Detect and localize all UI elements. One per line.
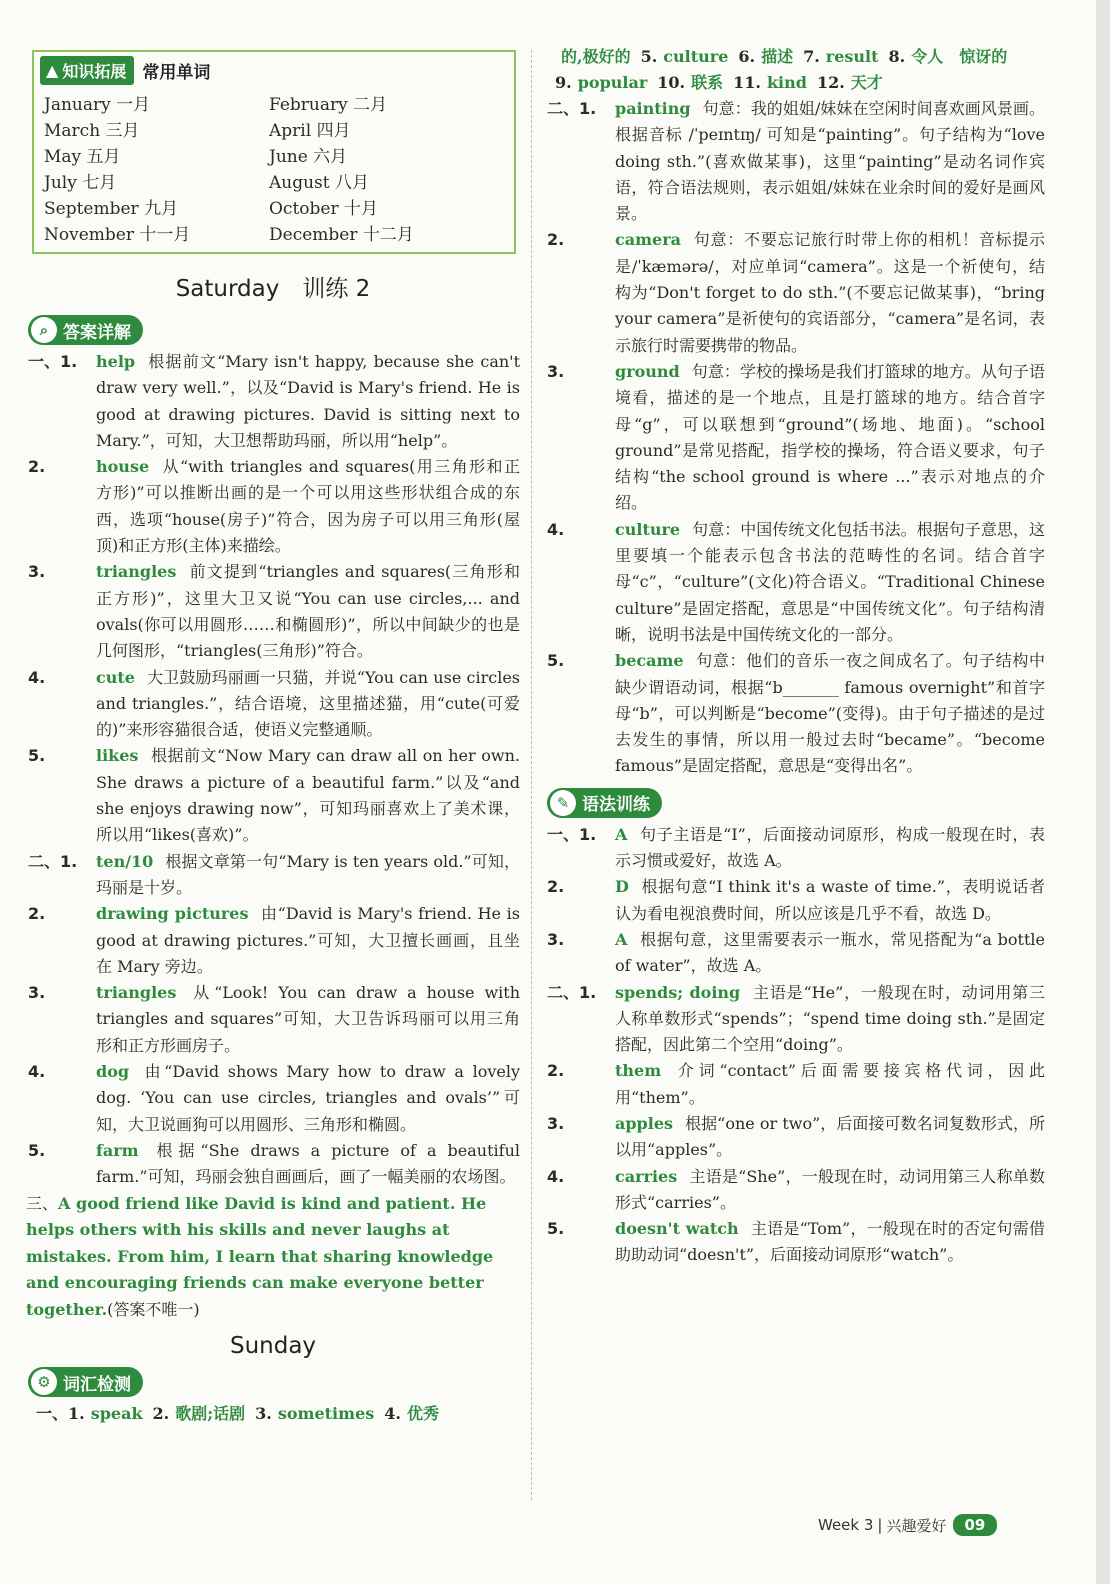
item-explanation: 根据句意“I think it's a waste of time.”，表明说话者认为看电视浪费时间，所以应该是几乎不看，故选 D。 bbox=[615, 877, 1045, 923]
sunday-title: Sunday bbox=[229, 1333, 317, 1359]
item-explanation: 句意：他们的音乐一夜之间成名了。句子结构中缺少谓语动词，根据“b_______ famous overnight”和首字母“b”，可以判断是“become”(变得)。由于句子描述的是过去发生的事情，所以用一般过去时“became”。“become famous”是固定搭配，意思是“变得出名”。 bbox=[615, 651, 1045, 776]
topic-label: 兴趣爱好 bbox=[886, 1516, 947, 1535]
vocab-answer: 优秀 bbox=[406, 1404, 439, 1423]
vocab-number: 11. bbox=[733, 73, 761, 92]
answer-item bbox=[26, 1059, 520, 1138]
item-explanation: 句子主语是“I”，后面接动词原形，构成一般现在时，表示习惯或爱好，故选 A。 bbox=[615, 824, 1045, 871]
item-answer: spends; doing bbox=[615, 982, 741, 1002]
item-number: 4. bbox=[547, 519, 565, 539]
month-entry: November 十一月 bbox=[44, 225, 191, 245]
saturday-title: Saturday 训练 2 bbox=[175, 276, 371, 302]
answer-item bbox=[545, 1058, 1045, 1111]
item-answer: became bbox=[615, 651, 684, 671]
item-number: 4. bbox=[547, 1166, 565, 1186]
vocab-number: 7. bbox=[803, 47, 820, 66]
vocab-answer: result bbox=[825, 47, 879, 66]
sunday-answers bbox=[545, 96, 1045, 780]
common-words-box bbox=[32, 50, 516, 254]
vocab-answers-line bbox=[26, 1401, 520, 1427]
part3-answer: 三、A good friend like David is kind and patient. He helps others with his skills and never laughs at mistakes. From him, I learn that sharing knowledge and encouraging friends can make everyone better together.(答案不唯一) bbox=[26, 1193, 494, 1319]
answer-item bbox=[26, 743, 520, 848]
item-answer: ground bbox=[615, 361, 680, 381]
leaf-icon: ✎ bbox=[550, 790, 576, 816]
item-explanation: 句意：我的姐姐/妹妹在空闲时间喜欢画风景画。根据音标 /ˈpeɪntɪŋ/ 可知是“painting”。句子结构为“love doing sth.”(喜欢做某事)，这里“painting”是动名词作宾语，符合语法规则，表示姐姐/妹妹在业余时间的爱好是画风景。 bbox=[615, 99, 1045, 224]
item-answer: apples bbox=[615, 1113, 674, 1133]
item-number: 5. bbox=[547, 651, 565, 671]
item-explanation: 根据句意，这里需要表示一瓶水，常见搭配为“a bottle of water”，故选 A。 bbox=[615, 929, 1045, 976]
item-explanation: 介词“contact”后面需要接宾格代词，因此用“them”。 bbox=[615, 1061, 1045, 1107]
item-explanation: 主语是“She”，一般现在时，动词用第三人称单数形式“carries”。 bbox=[615, 1166, 1045, 1212]
item-number: 3. bbox=[28, 983, 46, 1003]
month-entry: January 一月 bbox=[44, 95, 151, 115]
item-answer: house bbox=[96, 457, 150, 477]
right-column bbox=[545, 44, 1045, 1269]
item-number: 二、1. bbox=[547, 982, 597, 1002]
month-entry: February 二月 bbox=[269, 95, 388, 115]
answer-detail-badge: ⌕ 答案详解 bbox=[28, 315, 143, 345]
answer-item bbox=[545, 1164, 1045, 1217]
item-explanation: 大卫鼓励玛丽画一只猫，并说“You can use circles and triangles.”，结合语境，这里描述猫，用“cute(可爱的)”来形容猫很合适，使语义完整通顺。 bbox=[96, 667, 520, 740]
vocab-number: 4. bbox=[384, 1404, 401, 1423]
item-number: 3. bbox=[547, 1113, 565, 1133]
item-explanation: 句意：学校的操场是我们打篮球的地方。从句子语境看，描述的是一个地点，且是打篮球的地方。结合首字母“g”，可以联想到“ground”(场地、地面)。“school ground”是常见搭配，指学校的操场，符合语义要求，句子结构“the school ground is where ...”表示对地点的介绍。 bbox=[615, 361, 1045, 513]
item-number: 4. bbox=[28, 667, 46, 687]
vocab-number: 12. bbox=[816, 73, 845, 92]
vocab-answer: kind bbox=[766, 73, 807, 92]
item-answer: A bbox=[615, 929, 628, 949]
vocab-answer: popular bbox=[577, 73, 648, 92]
vocab-number: 3. bbox=[255, 1404, 272, 1423]
months-grid bbox=[44, 90, 494, 245]
item-answer: triangles bbox=[96, 562, 177, 582]
item-number: 3. bbox=[28, 562, 46, 582]
item-number: 2. bbox=[547, 230, 565, 250]
item-explanation: 由“David shows Mary how to draw a lovely dog. ‘You can use circles, triangles and ovals’”可知，大卫说画狗可以用圆形、三角形和椭圆。 bbox=[96, 1062, 520, 1134]
answer-item bbox=[545, 227, 1045, 358]
item-number: 一、1. bbox=[547, 824, 597, 844]
vocab-number: 10. bbox=[657, 73, 686, 92]
week-label: Week 3 bbox=[818, 1516, 874, 1534]
vocab-number: 8. bbox=[888, 47, 906, 66]
item-number: 2. bbox=[547, 877, 565, 897]
item-answer: them bbox=[615, 1061, 662, 1081]
item-number: 一、1. bbox=[28, 352, 78, 371]
search-icon: ⌕ bbox=[31, 317, 57, 343]
item-answer: likes bbox=[96, 746, 139, 766]
item-answer: D bbox=[615, 877, 629, 897]
vocab-answer: 惊讶的 bbox=[959, 47, 1008, 66]
column-divider bbox=[531, 50, 532, 1500]
item-number: 5. bbox=[28, 1140, 46, 1160]
item-explanation: 根据“one or two”，后面接可数名词复数形式，所以用“apples”。 bbox=[615, 1113, 1045, 1160]
answer-item bbox=[545, 874, 1045, 927]
vocab-number: 5. bbox=[640, 47, 658, 66]
answer-item bbox=[545, 980, 1045, 1059]
item-explanation: 句意：中国传统文化包括书法。根据句子意思，这里要填一个能表示包含书法的范畴性的名词。结合首字母“c”，“culture”(文化)符合语义。“Traditional Chinese culture”是固定搭配，意思是“中国传统文化”。句子结构清晰，说明书法是中国传统文化的一部分。 bbox=[615, 519, 1045, 644]
item-explanation: 前文提到“triangles and squares(三角形和正方形)”，这里大卫又说“You can use circles,... and ovals(你可以用圆形……和椭圆形)”，所以中间缺少的也是几何图形，“triangles(三角形)”符合。 bbox=[96, 562, 520, 661]
left-column bbox=[26, 44, 520, 1427]
answer-item bbox=[26, 349, 520, 454]
item-answer: ten/10 bbox=[96, 851, 154, 871]
answer-item bbox=[545, 1111, 1045, 1164]
item-explanation: 主语是“Tom”，一般现在时的否定句需借助助动词“doesn't”，后面接动词原形“watch”。 bbox=[615, 1219, 1045, 1265]
vocab-answer: sometimes bbox=[277, 1404, 375, 1423]
page-number: 09 bbox=[953, 1514, 998, 1536]
answer-item bbox=[545, 1216, 1045, 1269]
item-answer: culture bbox=[615, 519, 681, 539]
item-number: 5. bbox=[28, 746, 46, 766]
answer-item bbox=[26, 980, 520, 1059]
vocab-answer: 联系 bbox=[691, 73, 724, 92]
item-number: 二、1. bbox=[547, 99, 597, 118]
answer-item bbox=[26, 901, 520, 980]
page-edge bbox=[1096, 0, 1110, 1584]
item-explanation: 根据前文“Mary isn't happy, because she can't draw very well.”，以及“David is Mary's friend. He is good at drawing pictures. David is sitting next to Mary.”，可知，大卫想帮助玛丽，所以用“help”。 bbox=[96, 352, 520, 450]
answer-item bbox=[545, 927, 1045, 980]
answer-item bbox=[26, 849, 520, 902]
month-entry: August 八月 bbox=[269, 173, 370, 193]
item-number: 4. bbox=[28, 1062, 46, 1082]
item-explanation: 根据“She draws a picture of a beautiful farm.”可知，玛丽会独自画画后，画了一幅美丽的农场图。 bbox=[96, 1140, 520, 1187]
warning-icon: ▲ bbox=[46, 60, 59, 80]
answer-item bbox=[545, 517, 1045, 648]
box-title: 常用单词 bbox=[142, 62, 211, 83]
month-entry: October 十月 bbox=[269, 199, 378, 219]
answer-item bbox=[26, 559, 520, 664]
vocab-number: 6. bbox=[738, 47, 756, 66]
vocab-answer: culture bbox=[663, 47, 729, 66]
item-answer: help bbox=[96, 352, 136, 371]
item-explanation: 从“Look! You can draw a house with triangles and squares”可知，大卫告诉玛丽可以用三角形和正方形画房子。 bbox=[96, 983, 520, 1055]
item-answer: cute bbox=[96, 667, 135, 687]
item-number: 二、1. bbox=[28, 851, 78, 871]
vocab-number: 2. bbox=[152, 1404, 170, 1423]
vocab-answer: 描述 bbox=[761, 47, 794, 66]
answer-item bbox=[26, 665, 520, 744]
item-explanation: 从“with triangles and squares(用三角形和正方形)”可以推断出画的是一个可以用这些形状组合成的东西，选项“house(房子)”符合，因为房子可以用三角形(屋顶)和正方形(主体)来描绘。 bbox=[96, 457, 520, 556]
item-number: 5. bbox=[547, 1219, 565, 1239]
grammar-badge: ✎ 语法训练 bbox=[547, 788, 662, 818]
month-entry: March 三月 bbox=[44, 121, 140, 141]
item-explanation: 根据文章第一句“Mary is ten years old.”可知，玛丽是十岁。 bbox=[96, 851, 520, 897]
item-number: 2. bbox=[547, 1061, 565, 1081]
page-footer: Week 3 | 兴趣爱好 09 bbox=[818, 1514, 997, 1536]
vocab-answer: 的,极好的 bbox=[561, 47, 631, 66]
month-entry: September 九月 bbox=[44, 199, 179, 219]
vocab-answer: 歌剧;话剧 bbox=[175, 1404, 246, 1423]
knowledge-tag: ▲ 知识拓展 bbox=[40, 56, 134, 85]
month-entry: May 五月 bbox=[44, 147, 121, 167]
item-number: 2. bbox=[28, 904, 46, 924]
vocab-number: 9. bbox=[555, 73, 572, 92]
vocab-number: 一、1. bbox=[36, 1404, 85, 1423]
answer-item bbox=[545, 359, 1045, 517]
month-entry: December 十二月 bbox=[269, 225, 414, 245]
vocab-answer: 天才 bbox=[850, 73, 883, 92]
month-entry: July 七月 bbox=[44, 173, 117, 193]
answer-item bbox=[545, 648, 1045, 779]
item-answer: carries bbox=[615, 1166, 678, 1186]
saturday-answers bbox=[26, 349, 520, 1191]
item-explanation: 句意：不要忘记旅行时带上你的相机！音标提示是/ˈkæmərə/，对应单词“camera”。这是一个祈使句，结构为“Don't forget to do sth.”(不要忘记做某事)，“bring your camera”是祈使句的宾语部分，“camera”是名词，表示旅行时需要携带的物品。 bbox=[615, 230, 1045, 355]
item-explanation: 主语是“He”，一般现在时，动词用第三人称单数形式“spends”；“spend time doing sth.”是固定搭配，因此第二个空用“doing”。 bbox=[615, 982, 1045, 1055]
month-entry: April 四月 bbox=[269, 121, 351, 141]
vocab-answer: speak bbox=[90, 1404, 143, 1423]
item-answer: farm bbox=[96, 1140, 139, 1160]
item-explanation: 根据前文“Now Mary can draw all on her own. She draws a picture of a beautiful farm.”以及“and she enjoys drawing now”，可知玛丽喜欢上了美术课，所以用“likes(喜欢)”。 bbox=[96, 746, 520, 845]
box-header bbox=[40, 56, 210, 84]
item-number: 3. bbox=[547, 361, 565, 381]
answer-item bbox=[545, 822, 1045, 875]
item-answer: triangles bbox=[96, 983, 177, 1003]
month-entry: June 六月 bbox=[269, 147, 348, 167]
item-explanation: 由“David is Mary's friend. He is good at drawing pictures.”可知，大卫擅长画画，且坐在 Mary 旁边。 bbox=[96, 904, 521, 976]
item-number: 2. bbox=[28, 457, 46, 477]
item-answer: doesn't watch bbox=[615, 1219, 739, 1239]
vocab-check-badge: ⚙ 词汇检测 bbox=[28, 1367, 143, 1397]
item-answer: drawing pictures bbox=[96, 904, 249, 924]
answer-item bbox=[545, 96, 1045, 227]
item-answer: camera bbox=[615, 230, 682, 250]
grammar-answers bbox=[545, 822, 1045, 1269]
item-answer: painting bbox=[615, 99, 691, 118]
item-answer: dog bbox=[96, 1062, 130, 1082]
item-number: 3. bbox=[547, 929, 565, 949]
answer-item bbox=[26, 1138, 520, 1191]
answer-item bbox=[26, 454, 520, 559]
gear-icon: ⚙ bbox=[31, 1369, 57, 1395]
item-answer: A bbox=[615, 824, 628, 844]
vocab-answers-cont bbox=[545, 44, 1045, 96]
vocab-answer: 令人 bbox=[911, 47, 944, 66]
